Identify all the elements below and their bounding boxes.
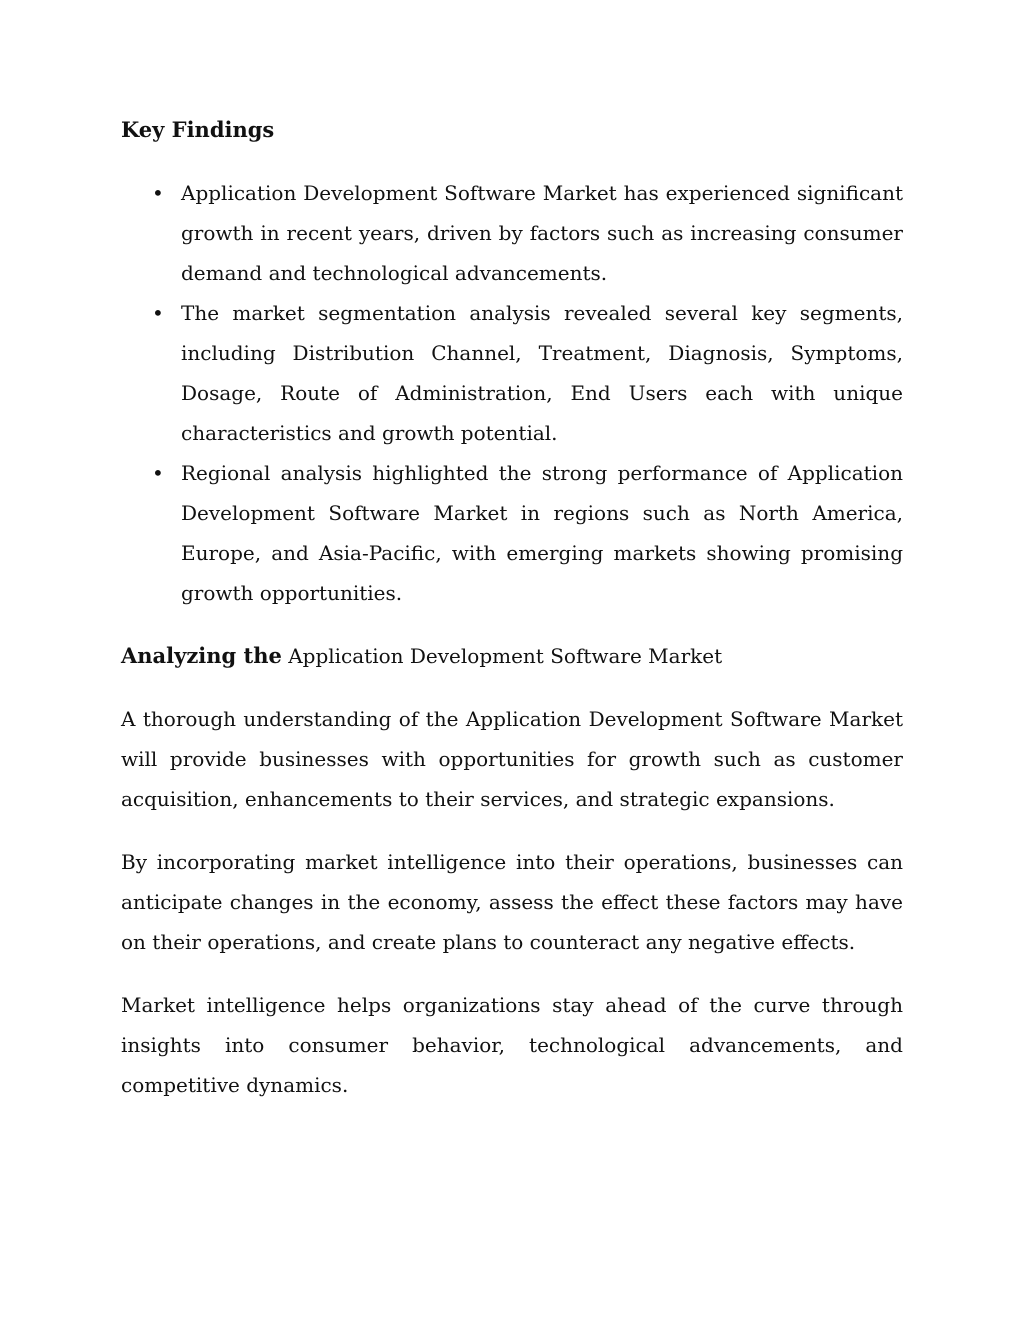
list-item: [121, 173, 903, 293]
paragraph-stay-ahead: Market intelligence helps organizations stay ahead of the curve through insights into consumer behavior, technological advancements, and competitive dynamics.: [121, 993, 903, 1097]
analyzing-title-bold: Analyzing the: [121, 643, 282, 668]
paragraph-market-intelligence: By incorporating market intelligence into their operations, businesses can anticipate changes in the economy, assess the effect these factors may have on their operations, and create plans to counteract any negative effects.: [121, 850, 903, 954]
bullet-text: Application Development Software Market has experienced significant growth in recent years, driven by factors such as increasing consumer demand and technological advancements.: [181, 181, 903, 285]
document-page: [121, 110, 903, 1128]
list-item: [121, 293, 903, 453]
bullet-icon: •: [152, 181, 164, 205]
analyzing-section-title: [121, 636, 903, 676]
key-findings-list: [121, 173, 903, 613]
bullet-text: The market segmentation analysis revealed several key segments, including Distribution Channel, Treatment, Diagnosis, Symptoms, Dosage, Route of Administration, End Users each with unique characteristics and growth potential.: [181, 301, 903, 445]
paragraph-understanding: A thorough understanding of the Application Development Software Market will provide businesses with opportunities for growth such as customer acquisition, enhancements to their services, and strategic expansions.: [121, 707, 903, 811]
bullet-icon: •: [152, 301, 164, 325]
list-item: [121, 453, 903, 613]
key-findings-heading: Key Findings: [121, 117, 275, 142]
bullet-icon: •: [152, 461, 164, 485]
bullet-text: Regional analysis highlighted the strong performance of Application Development Software Market in regions such as North America, Europe, and Asia-Pacific, with emerging markets showing promising growth opportunities.: [181, 461, 903, 605]
analyzing-title-rest: Application Development Software Market: [288, 644, 723, 668]
